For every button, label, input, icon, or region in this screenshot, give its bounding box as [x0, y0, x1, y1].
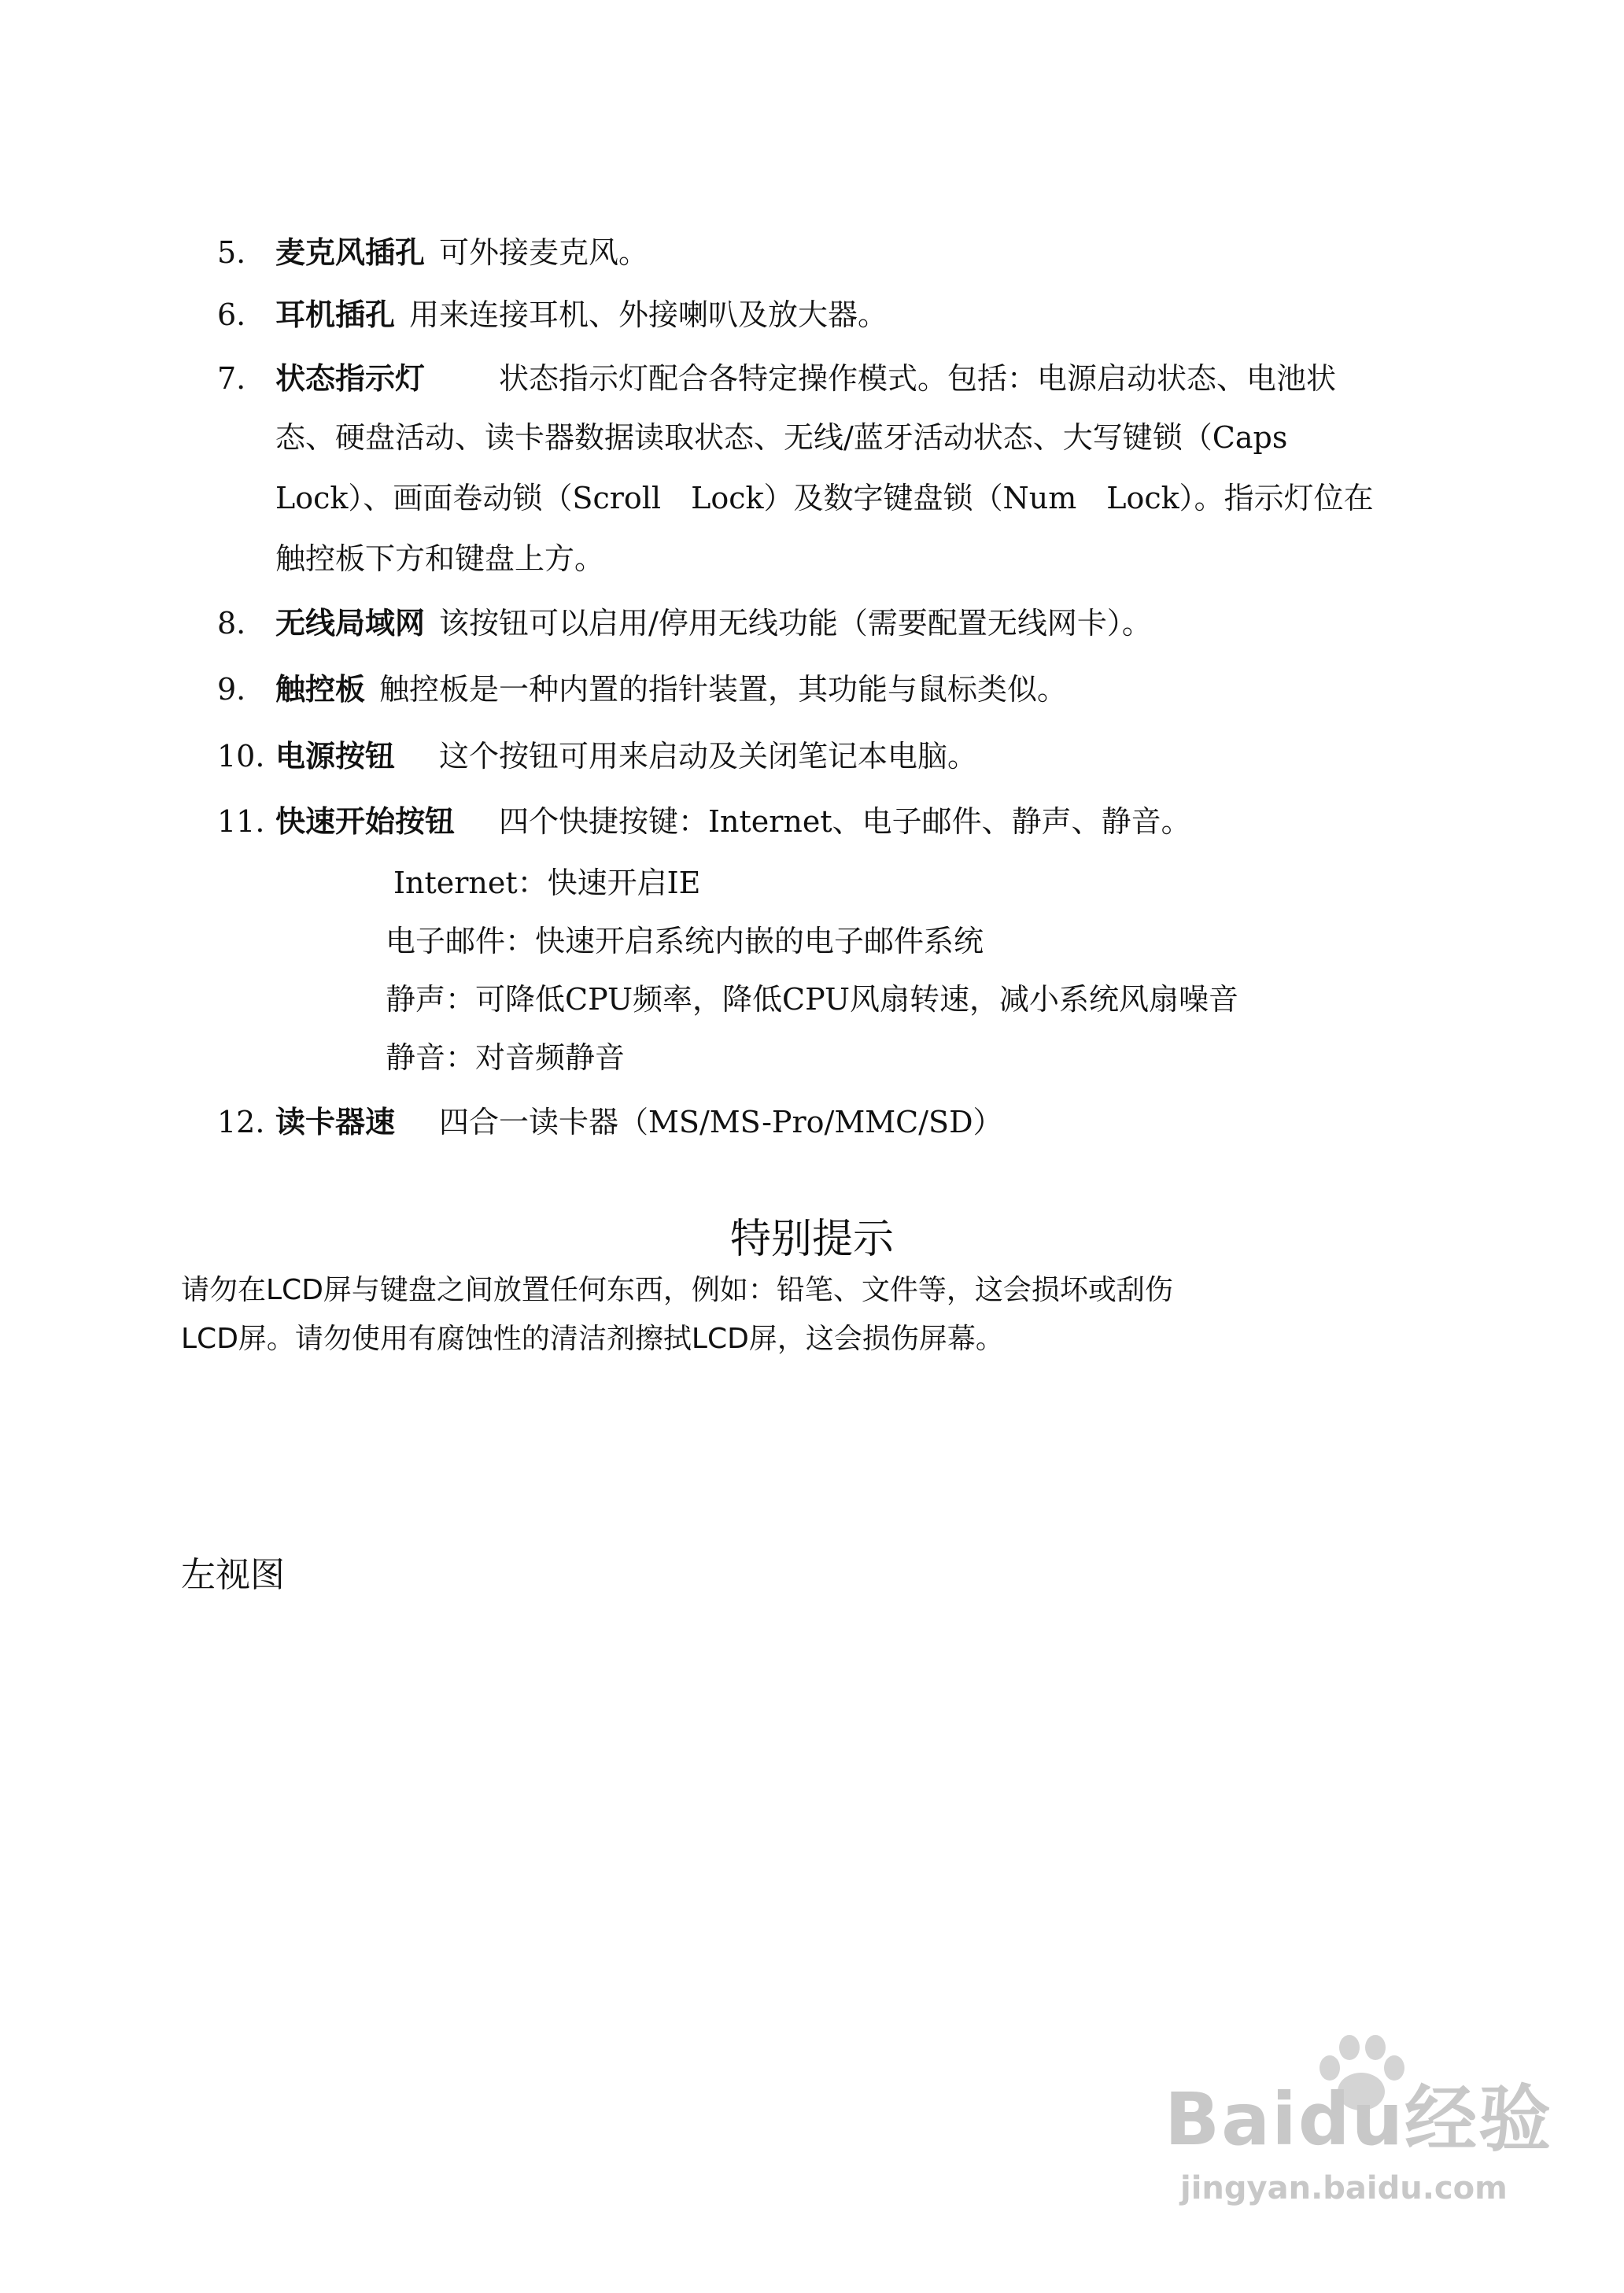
watermark-logo: Baidu经验 — [1164, 2077, 1553, 2162]
item-number: 8. — [217, 606, 246, 641]
watermark-url: jingyan.baidu.com — [1180, 2170, 1508, 2206]
item-number: 11. — [217, 804, 265, 839]
list-item — [217, 286, 1460, 343]
item-term: 无线局域网 — [275, 606, 426, 641]
item-description: 触控板是一种内置的指针装置，其功能与鼠标类似。 — [379, 672, 1068, 707]
list-item — [217, 793, 1460, 850]
list-item — [217, 661, 1460, 718]
item-description: 状态指示灯配合各特定操作模式。包括：电源启动状态、电池状 — [439, 361, 1337, 396]
sub-item: 静音：对音频静音 — [386, 1040, 626, 1075]
item-number: 5. — [217, 235, 246, 270]
item-term: 触控板 — [275, 672, 366, 707]
notice-title: 特别提示 — [729, 1216, 894, 1263]
item-continuation: Lock）、画面卷动锁（Scroll Lock）及数字键盘锁（Num Lock）。指示灯位在 — [275, 481, 1374, 515]
item-description: 这个按钮可用来启动及关闭笔记本电脑。 — [409, 739, 978, 774]
item-term: 耳机插孔 — [275, 297, 396, 332]
notice-line: 请勿在LCD屏与键盘之间放置任何东西，例如：铅笔、文件等，这会损坏或刮伤 — [181, 1274, 1173, 1306]
item-description: 四合一读卡器（MS/MS-Pro/MMC/SD） — [409, 1105, 1003, 1139]
item-description: 用来连接耳机、外接喇叭及放大器。 — [409, 297, 888, 332]
item-term: 麦克风插孔 — [275, 235, 426, 270]
list-item — [217, 728, 1460, 785]
notice-line: LCD屏。请勿使用有腐蚀性的清洁剂擦拭LCD屏，这会损伤屏幕。 — [181, 1323, 1004, 1355]
list-item — [217, 1094, 1460, 1150]
sub-item: 电子邮件：快速开启系统内嵌的电子邮件系统 — [386, 924, 984, 958]
item-number: 7. — [217, 361, 246, 396]
item-continuation: 触控板下方和键盘上方。 — [275, 541, 605, 576]
sub-item: 静声：可降低CPU频率，降低CPU风扇转速，减小系统风扇噪音 — [386, 982, 1239, 1017]
item-term: 状态指示灯 — [275, 361, 426, 396]
list-item — [217, 595, 1460, 652]
item-term: 快速开始按钮 — [275, 804, 456, 839]
item-number: 12. — [217, 1105, 265, 1139]
left-view-heading: 左视图 — [181, 1555, 285, 1595]
list-item — [217, 350, 1460, 407]
item-number: 10. — [217, 739, 265, 774]
item-term: 读卡器速 — [275, 1105, 396, 1139]
baidu-watermark — [1164, 2062, 1558, 2219]
item-description: 可外接麦克风。 — [439, 235, 649, 270]
item-continuation: 态、硬盘活动、读卡器数据读取状态、无线/蓝牙活动状态、大写键锁（Caps — [275, 420, 1288, 455]
item-term: 电源按钮 — [275, 739, 396, 774]
list-item — [217, 224, 1460, 281]
item-description: 四个快捷按键：Internet、电子邮件、静声、静音。 — [469, 804, 1191, 839]
item-description: 该按钮可以启用/停用无线功能（需要配置无线网卡）。 — [439, 606, 1152, 641]
item-number: 9. — [217, 672, 246, 707]
sub-item: Internet：快速开启IE — [393, 866, 701, 900]
item-number: 6. — [217, 297, 246, 332]
